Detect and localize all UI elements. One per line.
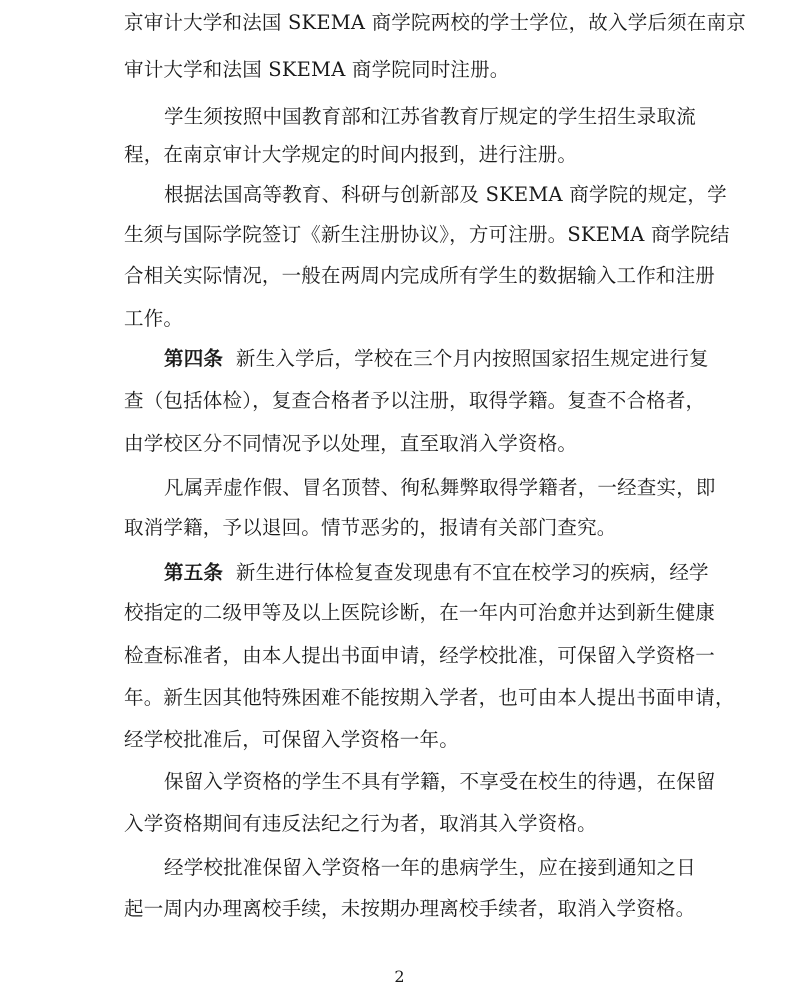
text-line: 查（包括体检），复查合格者予以注册，取得学籍。复查不合格者， <box>124 389 706 412</box>
text-line: 新生入学后，学校在三个月内按照国家招生规定进行复 <box>235 347 709 370</box>
article-line <box>164 346 709 372</box>
text-line: 工作。 <box>124 307 184 330</box>
text-line: 年。新生因其他特殊困难不能按期入学者，也可由本人提出书面申请， <box>124 686 735 709</box>
text-line: 检查标准者，由本人提出书面申请，经学校批准，可保留入学资格一 <box>124 644 716 667</box>
text-line: 生须与国际学院签订《新生注册协议》，方可注册。SKEMA 商学院结 <box>124 223 730 246</box>
text-line: 保留入学资格的学生不具有学籍，不享受在校生的待遇，在保留 <box>164 770 716 793</box>
text-line: 由学校区分不同情况予以处理，直至取消入学资格。 <box>124 432 578 455</box>
text-line: 经学校批准保留入学资格一年的患病学生，应在接到通知之日 <box>164 856 696 879</box>
text-line: 审计大学和法国 SKEMA 商学院同时注册。 <box>124 58 510 81</box>
article-label: 第四条 <box>164 347 224 370</box>
text-line: 取消学籍，予以退回。情节恶劣的，报请有关部门查究。 <box>124 516 617 539</box>
text-line: 经学校批准后，可保留入学资格一年。 <box>124 728 459 751</box>
text-line: 合相关实际情况，一般在两周内完成所有学生的数据输入工作和注册 <box>124 264 716 287</box>
text-line: 校指定的二级甲等及以上医院诊断，在一年内可治愈并达到新生健康 <box>124 601 716 624</box>
text-line: 根据法国高等教育、科研与创新部及 SKEMA 商学院的规定，学 <box>164 183 727 206</box>
article-label: 第五条 <box>164 561 224 584</box>
text-line: 凡属弄虚作假、冒名顶替、徇私舞弊取得学籍者，一经查实，即 <box>164 476 716 499</box>
article-line <box>164 560 709 586</box>
text-line: 入学资格期间有违反法纪之行为者，取消其入学资格。 <box>124 812 597 835</box>
text-line: 新生进行体检复查发现患有不宜在校学习的疾病，经学 <box>235 561 709 584</box>
page-number: 2 <box>394 967 405 986</box>
text-line: 程，在南京审计大学规定的时间内报到，进行注册。 <box>124 143 578 166</box>
text-line: 学生须按照中国教育部和江苏省教育厅规定的学生招生录取流 <box>164 105 696 128</box>
text-line: 起一周内办理离校手续，未按期办理离校手续者，取消入学资格。 <box>124 897 696 920</box>
text-line: 京审计大学和法国 SKEMA 商学院两校的学士学位，故入学后须在南京 <box>124 11 746 34</box>
